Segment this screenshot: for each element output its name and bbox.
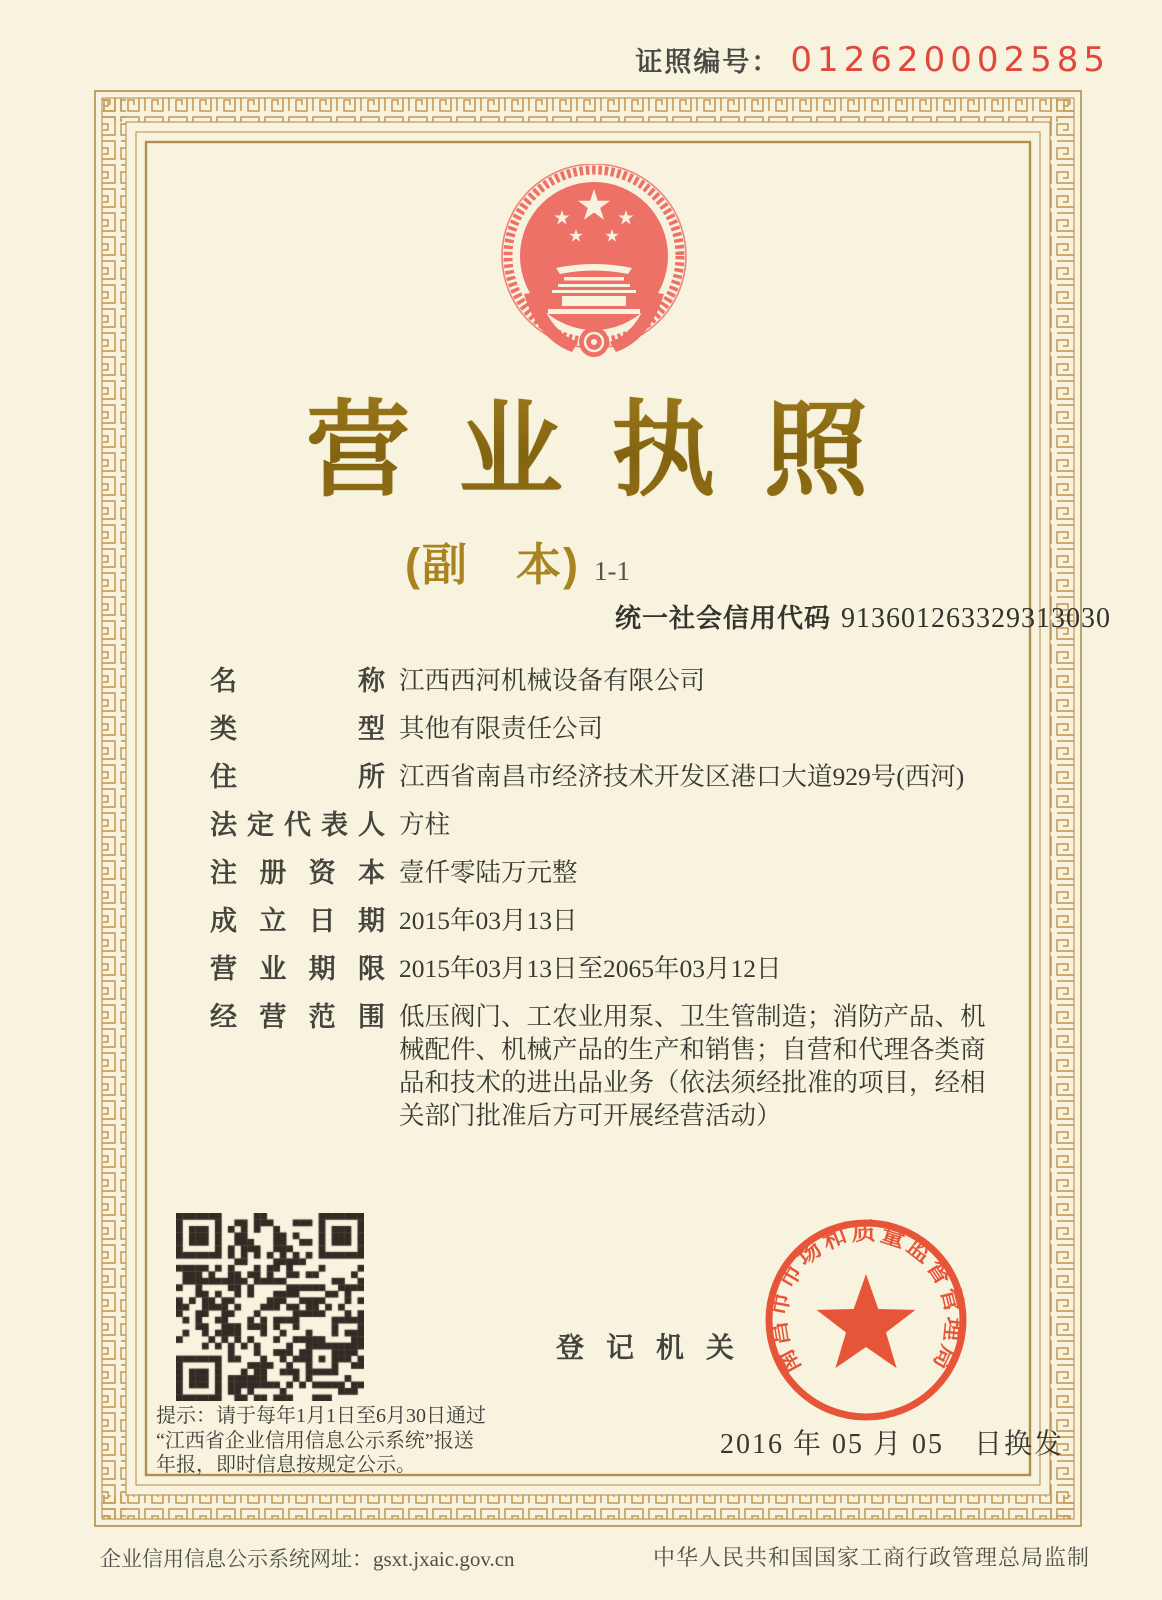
field-label	[210, 808, 385, 842]
official-seal	[754, 1208, 978, 1432]
field-label	[210, 1000, 385, 1034]
national-emblem	[498, 164, 690, 370]
credit-code-label: 统一社会信用代码	[615, 603, 832, 633]
hint-line: 年报，即时信息按规定公示。	[156, 1454, 416, 1476]
field-value: 其他有限责任公司	[399, 714, 604, 743]
document-subtitle	[405, 528, 630, 593]
copy-index: 1-1	[593, 556, 630, 586]
field-label	[210, 952, 385, 986]
field-row	[210, 760, 1010, 794]
hint-line: 提示：请于每年1月1日至6月30日通过	[156, 1405, 486, 1427]
field-label-char: 日	[308, 906, 336, 936]
svg-text:南昌市市场和质量监督管理局: 南昌市市场和质量监督管理局	[764, 1218, 968, 1379]
field-label-char: 册	[259, 858, 287, 888]
field-label-char: 称	[358, 666, 385, 696]
field-row	[210, 856, 1010, 890]
title-char: 营	[306, 393, 411, 509]
field-label-char: 名	[210, 666, 237, 696]
document-title	[306, 392, 868, 510]
field-row	[210, 1000, 1010, 1132]
field-label-char: 成	[210, 906, 237, 936]
field-label-char: 表	[321, 810, 348, 840]
footer-public-system-url: 企业信用信息公示系统网址：gsxt.jxaic.gov.cn	[100, 1547, 515, 1571]
field-label-char: 范	[308, 1002, 336, 1032]
field-label-char: 立	[259, 906, 287, 936]
field-label-char: 注	[210, 858, 237, 888]
field-value: 2015年03月13日至2065年03月12日	[399, 954, 782, 983]
field-row	[210, 664, 1010, 698]
field-label-char: 本	[357, 858, 385, 888]
field-row	[210, 904, 1010, 938]
field-label-char: 人	[358, 810, 385, 840]
field-label-char: 经	[210, 1002, 237, 1032]
field-label	[210, 904, 385, 938]
field-label-char: 业	[259, 954, 287, 984]
seal-star-icon	[817, 1274, 916, 1368]
hint-line: “江西省企业信用信息公示系统”报送	[156, 1429, 474, 1452]
registration-authority-label: 登记机关	[556, 1332, 757, 1363]
field-label	[210, 856, 385, 890]
field-row	[210, 712, 1010, 746]
field-label-char: 限	[357, 954, 385, 984]
field-label	[210, 712, 385, 746]
credit-code-value: 913601263329313030	[841, 603, 1112, 634]
license-number-line	[635, 40, 1110, 80]
field-row	[210, 808, 1010, 842]
subtitle-copy-label: (副 本)	[405, 539, 580, 590]
field-row	[210, 952, 1010, 986]
field-label-char: 定	[247, 810, 274, 840]
field-label-char: 型	[358, 714, 385, 744]
annual-report-hint	[156, 1404, 556, 1478]
title-char: 照	[763, 393, 868, 509]
field-label-char: 期	[308, 954, 336, 984]
field-label-char: 法	[210, 810, 237, 840]
field-value: 江西省南昌市经济技术开发区港口大道929号(西河)	[399, 762, 965, 791]
field-label-char: 所	[358, 762, 385, 792]
field-value: 低压阀门、工农业用泵、卫生管制造；消防产品、机械配件、机械产品的生产和销售；自营和代理各类商品和技术的进出品业务（依法须经批准的项目，经相关部门批准后方可开展经营活动）	[399, 1002, 986, 1130]
field-label-char: 围	[357, 1002, 385, 1032]
field-label-char: 类	[210, 714, 237, 744]
field-label-char: 营	[259, 1002, 287, 1032]
field-value: 壹仟零陆万元整	[399, 858, 578, 887]
field-value: 江西西河机械设备有限公司	[399, 666, 706, 695]
title-char: 业	[458, 393, 563, 509]
field-label-char: 住	[210, 762, 237, 792]
field-value: 方柱	[399, 810, 451, 839]
field-value: 2015年03月13日	[399, 906, 578, 935]
license-number-label: 证照编号：	[635, 47, 781, 77]
field-label	[210, 664, 385, 698]
field-label	[210, 760, 385, 794]
qr-code	[176, 1213, 364, 1401]
field-label-char: 营	[210, 954, 237, 984]
field-label-char: 资	[308, 858, 336, 888]
issue-date: 2016 年 05 月 05 日换发	[720, 1429, 1065, 1460]
license-number-value: 012620002585	[790, 40, 1110, 80]
fields	[210, 664, 1010, 1146]
title-char: 执	[611, 393, 716, 509]
field-label-char: 期	[357, 906, 385, 936]
credit-code-line	[615, 598, 1111, 635]
field-label-char: 代	[284, 810, 311, 840]
footer-issuing-authority: 中华人民共和国国家工商行政管理总局监制	[652, 1545, 1090, 1570]
